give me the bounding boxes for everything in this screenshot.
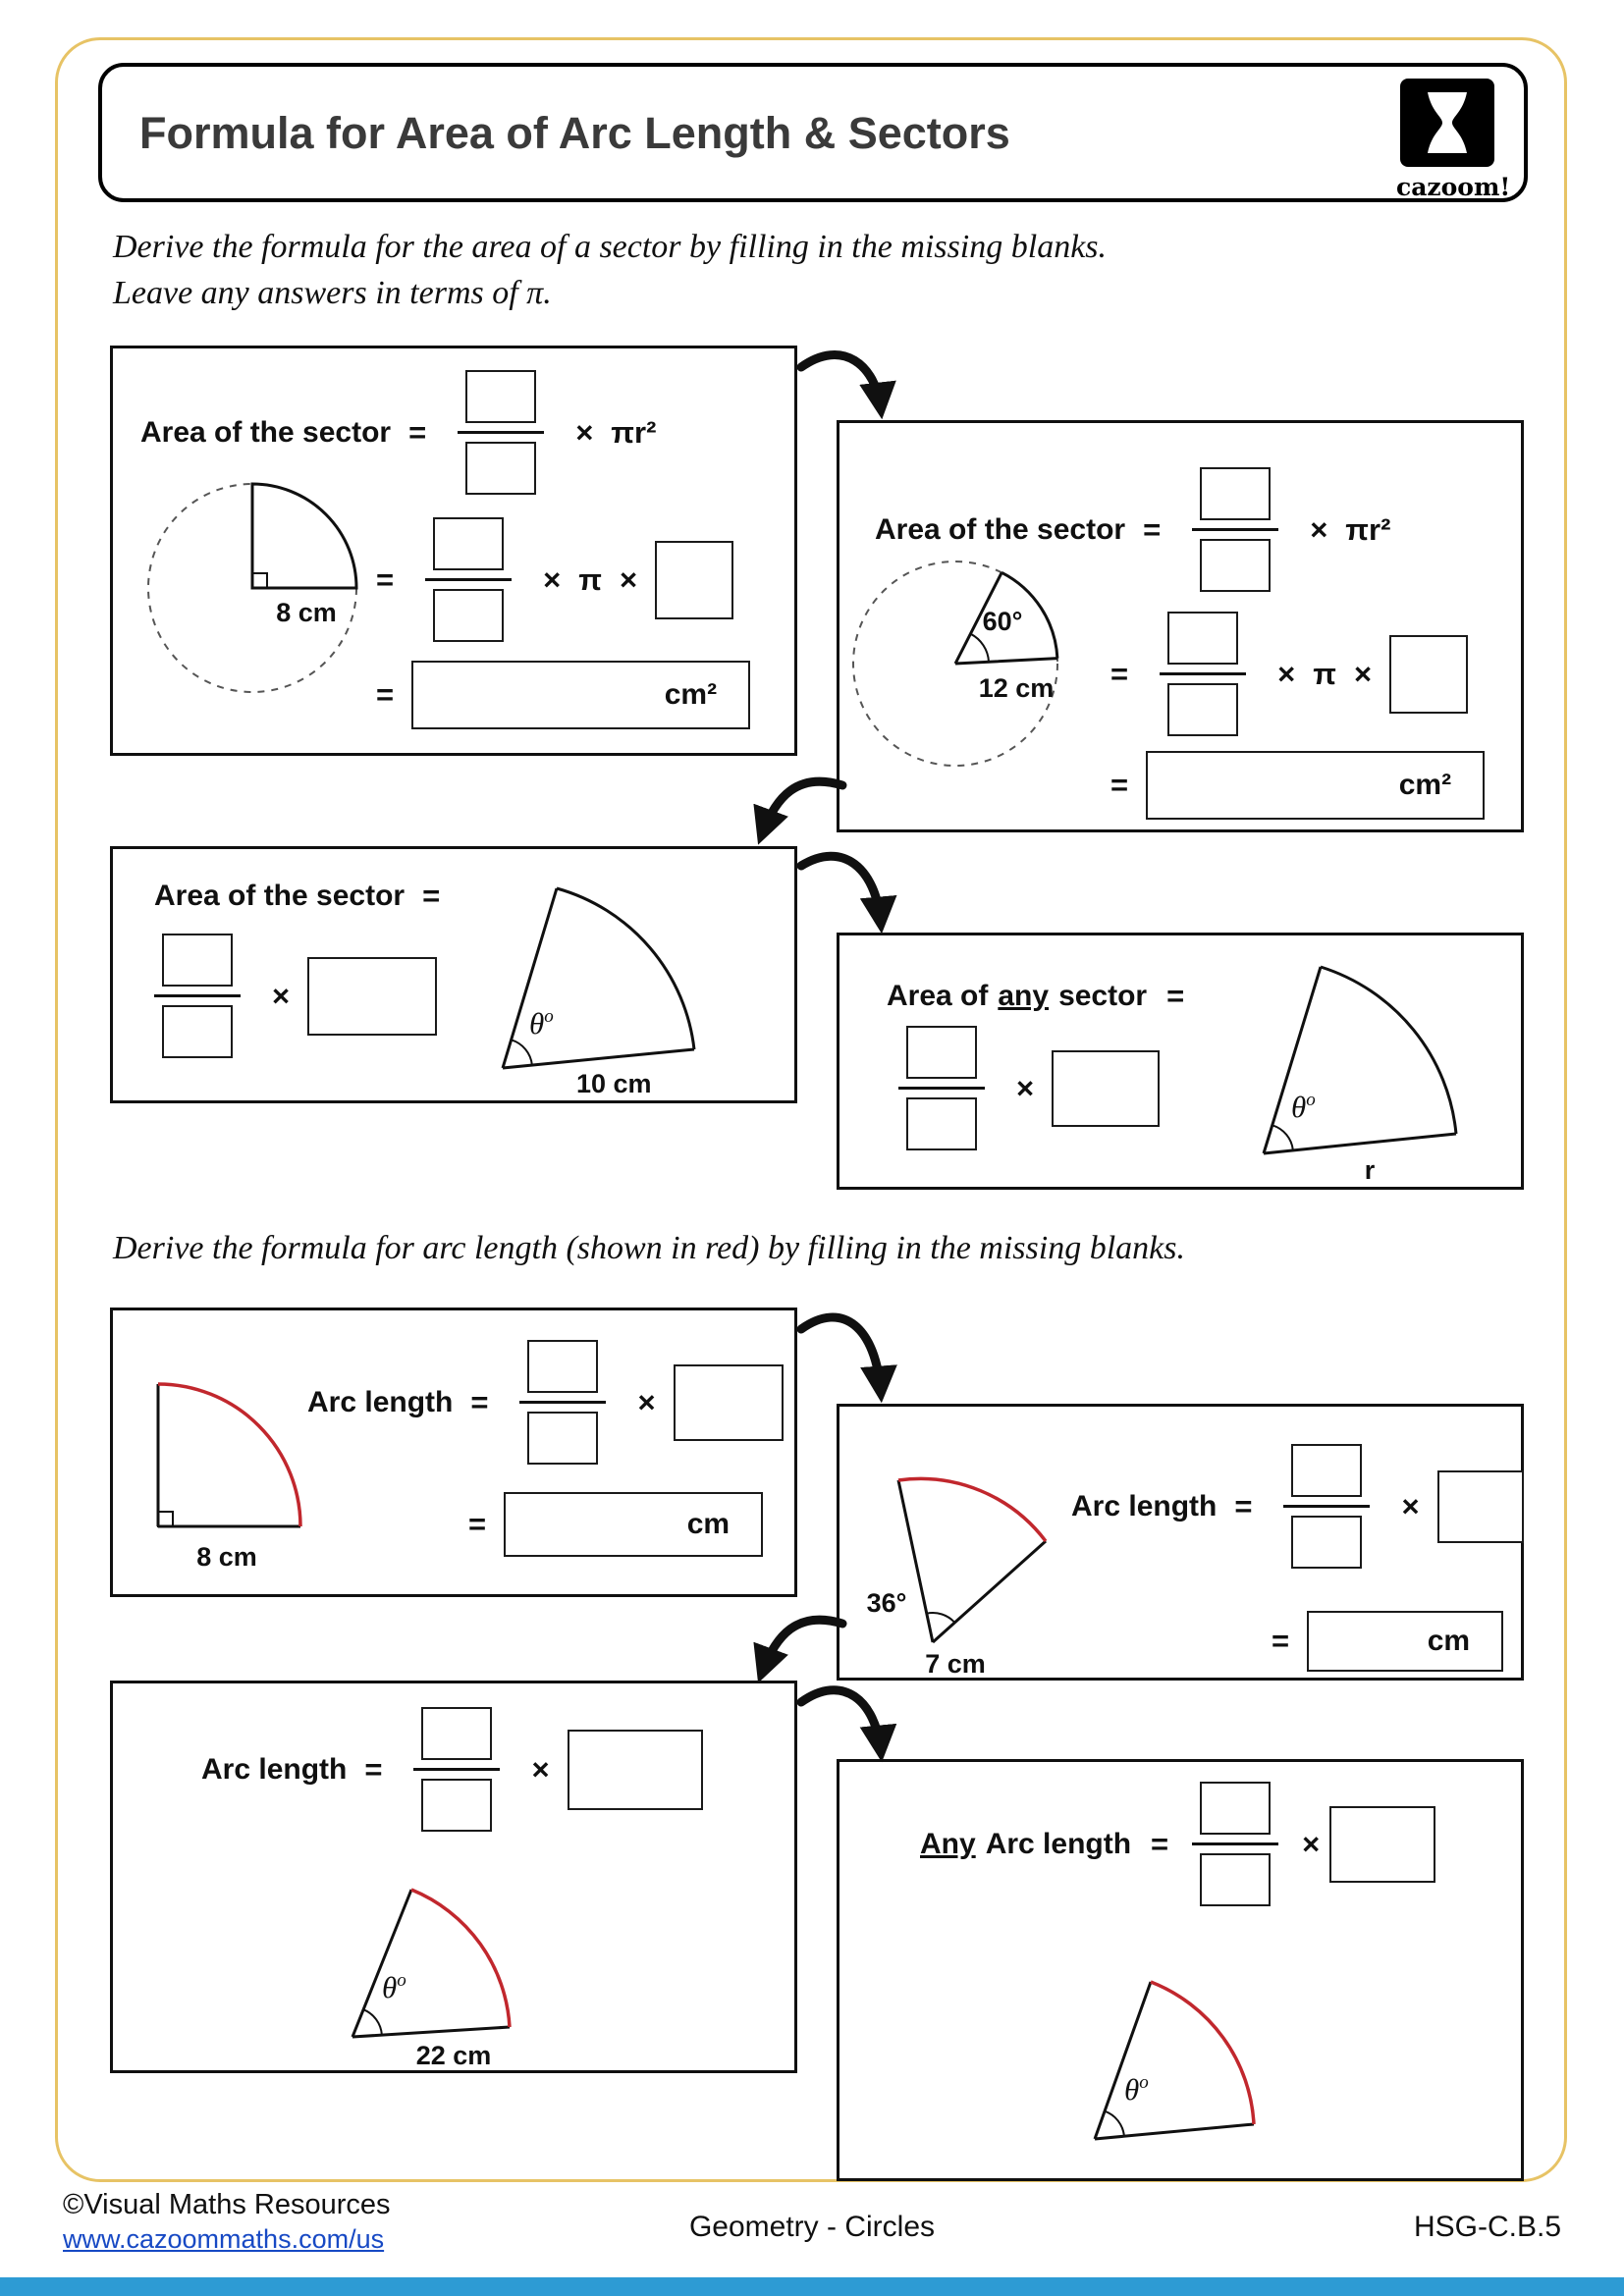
fraction-bar (1192, 528, 1278, 531)
footer-copyright: ©Visual Maths Resources (63, 2189, 391, 2220)
sector-box-1 (110, 346, 797, 756)
times-sign: × (1277, 656, 1296, 691)
equation-row (154, 934, 437, 1058)
red-arc (411, 1890, 510, 2027)
radius-label: 10 cm (576, 1069, 652, 1098)
equals-sign: = (364, 1751, 383, 1787)
sector-arc (557, 888, 694, 1049)
fraction-blank (1283, 1444, 1370, 1569)
equation-label: Arc length (201, 1752, 348, 1786)
numerator-blank[interactable] (1167, 612, 1238, 665)
equation-row (898, 1026, 1160, 1150)
sector-arc (1321, 967, 1456, 1134)
numerator-blank[interactable] (433, 517, 504, 570)
unit-label: cm (686, 1508, 731, 1540)
equation-label-pre: Area of (887, 980, 989, 1012)
numerator-blank[interactable] (527, 1340, 598, 1393)
answer-blank[interactable] (411, 661, 750, 729)
fraction-bar (154, 994, 241, 997)
any-arc-diagram (1070, 1950, 1335, 2176)
numerator-blank[interactable] (1200, 1782, 1271, 1835)
equation-label-post: sector (1058, 980, 1148, 1012)
equation-label: Area of the sector (875, 512, 1126, 546)
equals-sign: = (470, 1384, 489, 1419)
denominator-blank[interactable] (465, 442, 536, 495)
equals-sign: = (1110, 656, 1129, 691)
instruction-line-1: Derive the formula for the area of a sector by filling in the missing blanks. (113, 229, 1108, 265)
sector-radii (503, 888, 694, 1068)
equation-label-any: any (998, 980, 1050, 1012)
radius-label: 8 cm (276, 598, 337, 627)
pi-r-squared: πr² (1345, 511, 1391, 547)
equation-label-post: Arc length (985, 1827, 1132, 1860)
theta-sector-diagram (468, 867, 763, 1102)
fraction-bar (1192, 1842, 1278, 1845)
theta-label: $\theta^o$ (382, 1970, 406, 2004)
times-sign: × (1401, 1488, 1420, 1523)
equation-row-2 (1272, 1611, 1503, 1672)
times-sign: × (1310, 511, 1328, 547)
denominator-blank[interactable] (1291, 1516, 1362, 1569)
quarter-circle-diagram (127, 472, 395, 722)
angle-arc (1105, 2111, 1124, 2137)
red-arc (1151, 1982, 1254, 2124)
arc-box-2 (837, 1404, 1524, 1681)
equation-label-row (887, 979, 1184, 1014)
unit-label: cm² (1398, 769, 1452, 801)
radius-label: 12 cm (978, 673, 1055, 703)
times-sign: × (272, 978, 291, 1013)
times-sign: × (575, 414, 594, 450)
times-sign: × (619, 561, 638, 597)
fraction-blank (154, 934, 241, 1058)
footer-link[interactable]: www.cazoommaths.com/us (63, 2224, 385, 2254)
numerator-blank[interactable] (1291, 1444, 1362, 1497)
cazoom-logo (1396, 79, 1511, 201)
answer-blank[interactable] (504, 1492, 763, 1557)
times-sign: × (1353, 656, 1373, 691)
value-blank[interactable] (655, 541, 733, 619)
page-title: Formula for Area of Arc Length & Sectors (139, 108, 1010, 158)
radius-label: 7 cm (925, 1649, 986, 1679)
sector-radii (898, 1480, 1046, 1642)
fraction-bar (898, 1087, 985, 1090)
denominator-blank[interactable] (1200, 1853, 1271, 1906)
right-angle-marker (252, 573, 267, 588)
instructions-sector (113, 224, 1107, 316)
fraction-bar (458, 431, 544, 434)
equals-sign: = (1143, 511, 1162, 547)
times-sign: × (543, 561, 562, 597)
fraction-blank (425, 517, 512, 642)
fraction-blank (1192, 1782, 1278, 1906)
equation-label: Arc length (1071, 1489, 1218, 1522)
equals-sign: = (1272, 1624, 1290, 1658)
angle-label: 36° (866, 1588, 907, 1618)
numerator-blank[interactable] (421, 1707, 492, 1760)
times-sign: × (1302, 1826, 1321, 1861)
sector-radii (352, 1890, 510, 2037)
value-blank[interactable] (568, 1730, 703, 1810)
sector-radii (1095, 1982, 1254, 2139)
theta-arc-diagram (331, 1868, 596, 2074)
fraction-blank (1192, 467, 1278, 592)
denominator-blank[interactable] (1167, 683, 1238, 736)
answer-blank[interactable] (1307, 1611, 1503, 1672)
arc-box-4 (837, 1759, 1524, 2181)
denominator-blank[interactable] (906, 1097, 977, 1150)
fraction-bar (413, 1768, 500, 1771)
denominator-blank[interactable] (433, 589, 504, 642)
equation-row-1 (307, 1340, 784, 1465)
fraction-bar (1160, 672, 1246, 675)
value-blank[interactable] (1437, 1470, 1524, 1543)
right-angle-marker (158, 1512, 173, 1526)
angle-arc (927, 1613, 955, 1623)
pi-r-squared: πr² (611, 414, 657, 450)
cazoom-logo-text: cazoom! (1396, 173, 1511, 201)
instructions-arc-length (113, 1225, 1185, 1271)
times-sign: × (1016, 1070, 1035, 1105)
sector-radii (158, 1384, 300, 1526)
equals-sign: = (1234, 1488, 1253, 1523)
equation-row-1 (1071, 1444, 1524, 1569)
equals-sign: = (1166, 979, 1185, 1013)
sixty-degree-sector-diagram (847, 507, 1122, 821)
fraction-bar (1283, 1505, 1370, 1508)
value-blank[interactable] (674, 1364, 784, 1441)
value-blank[interactable] (307, 957, 437, 1036)
equation-label-row (154, 879, 440, 914)
value-blank[interactable] (1389, 635, 1468, 714)
angle-arc (1272, 1125, 1293, 1150)
arc-box-3 (110, 1681, 797, 2073)
radius-label: 8 cm (196, 1542, 257, 1572)
equals-sign: = (1110, 768, 1129, 802)
fraction-bar (425, 578, 512, 581)
equals-sign: = (376, 561, 395, 597)
equals-sign: = (468, 1507, 487, 1541)
radius-label: 22 cm (415, 2041, 492, 2070)
denominator-blank[interactable] (162, 1005, 233, 1058)
angle-arc (970, 634, 989, 663)
sector-box-3 (110, 846, 797, 1103)
footer-standard-code: HSG-C.B.5 (1413, 2211, 1561, 2243)
denominator-blank[interactable] (527, 1412, 598, 1465)
angle-arc (512, 1040, 532, 1065)
any-sector-diagram (1222, 945, 1517, 1191)
theta-label: $\theta^o$ (529, 1006, 554, 1041)
equation-row-3 (376, 661, 750, 729)
equals-sign: = (1151, 1826, 1169, 1861)
pi-symbol: π (1313, 656, 1336, 691)
title-box (98, 63, 1528, 202)
equation-label: Area of the sector (154, 880, 406, 912)
value-blank[interactable] (1052, 1050, 1160, 1127)
fraction-bar (519, 1401, 606, 1404)
angle-label: 60° (982, 607, 1023, 636)
times-sign: × (531, 1751, 550, 1787)
equation-row-2 (1110, 612, 1468, 736)
equals-sign: = (376, 677, 395, 712)
sector-radii (1264, 967, 1456, 1153)
equation-label: Arc length (307, 1385, 454, 1418)
thirty-six-degree-arc-diagram (849, 1431, 1080, 1679)
sector-box-2 (837, 420, 1524, 832)
instruction-line-2: Leave any answers in terms of π. (113, 275, 552, 311)
denominator-blank[interactable] (1200, 539, 1271, 592)
denominator-blank[interactable] (421, 1779, 492, 1832)
instruction-line-3: Derive the formula for arc length (shown in red) by filling in the missing blanks. (113, 1230, 1185, 1266)
theta-label: $\theta^o$ (1291, 1090, 1316, 1124)
sector-box-4 (837, 933, 1524, 1190)
equals-sign: = (408, 414, 427, 450)
equals-sign: = (422, 879, 441, 913)
equation-label-any: Any (920, 1827, 976, 1860)
times-sign: × (637, 1384, 656, 1419)
angle-arc (363, 2009, 382, 2035)
fraction-blank (1160, 612, 1246, 736)
fraction-blank (519, 1340, 606, 1465)
footer-topic: Geometry - Circles (688, 2211, 936, 2243)
equation-row-3 (1110, 751, 1485, 820)
pi-symbol: π (578, 561, 602, 597)
equation-label: Area of the sector (140, 415, 392, 449)
footer-blue-bar (0, 2277, 1624, 2296)
equation-row-2 (376, 517, 733, 642)
theta-label: $\theta^o$ (1124, 2072, 1149, 2107)
fraction-blank (413, 1707, 500, 1832)
unit-label: cm² (664, 678, 718, 711)
arc-box-1 (110, 1308, 797, 1597)
red-arc (158, 1384, 300, 1526)
unit-label: cm (1427, 1625, 1471, 1657)
radius-label: r (1364, 1155, 1376, 1185)
answer-blank[interactable] (1146, 751, 1485, 820)
equation-row-2 (468, 1492, 763, 1557)
fraction-blank (458, 370, 544, 495)
numerator-blank[interactable] (906, 1026, 977, 1079)
numerator-blank[interactable] (162, 934, 233, 987)
equation-row (201, 1707, 703, 1832)
equation-row (920, 1782, 1435, 1906)
fraction-blank (898, 1026, 985, 1150)
numerator-blank[interactable] (465, 370, 536, 423)
numerator-blank[interactable] (1200, 467, 1271, 520)
value-blank[interactable] (1329, 1806, 1435, 1883)
cazoom-logo-icon (1400, 79, 1494, 167)
red-arc (898, 1478, 1046, 1541)
